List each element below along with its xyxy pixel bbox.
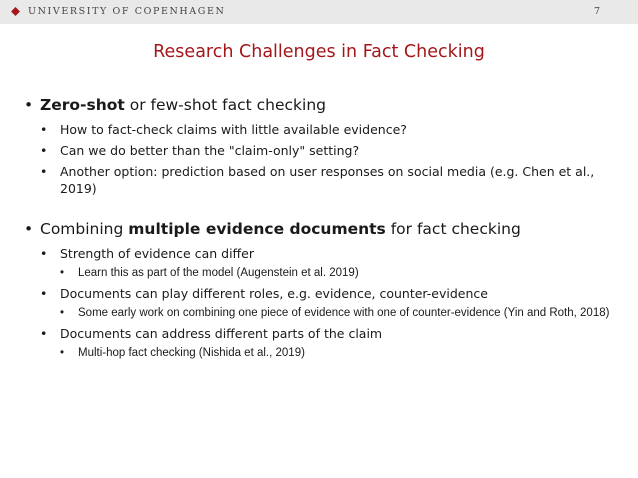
sub-sub-bullet-text: Learn this as part of the model (Augenstein et al. 2019) [78, 267, 359, 279]
bullet-marker: • [40, 143, 48, 158]
sub-bullet [40, 163, 614, 197]
sub-bullet [40, 245, 614, 262]
sub-bullet [40, 121, 614, 138]
bullet-marker: • [24, 96, 34, 114]
slide-title: Research Challenges in Fact Checking [153, 42, 485, 62]
bullet-marker: • [60, 267, 65, 279]
sub-bullet-text: Another option: prediction based on user responses on social media (e.g. Chen et al., 2019) [60, 164, 595, 196]
university-name: UNIVERSITY OF COPENHAGEN [28, 6, 226, 17]
bullet-marker: • [60, 307, 65, 319]
heading-text: for fact checking [385, 220, 521, 238]
sub-bullet [40, 142, 614, 159]
bullet-marker: • [40, 246, 48, 261]
heading-text: or few-shot fact checking [124, 96, 326, 114]
sub-bullet-text: Can we do better than the "claim-only" setting? [60, 143, 360, 158]
sub-sub-bullet-text: Some early work on combining one piece of evidence with one of counter-evidence (Yin and Roth, 2018) [78, 307, 610, 319]
sub-bullet-text: Documents can address different parts of the claim [60, 326, 383, 341]
bullet-marker: • [60, 347, 65, 359]
bullet-multiple-evidence [24, 219, 614, 239]
sub-sub-bullet-text: Multi-hop fact checking (Nishida et al., 2019) [78, 347, 305, 359]
sub-bullet [40, 325, 614, 342]
heading-bold: multiple evidence documents [128, 220, 386, 238]
sub-bullet-text: Documents can play different roles, e.g. evidence, counter-evidence [60, 286, 488, 301]
university-logo-icon [11, 7, 20, 16]
sub-bullet-text: How to fact-check claims with little available evidence? [60, 122, 407, 137]
bullet-marker: • [40, 164, 48, 179]
sub-sub-bullet [60, 346, 614, 361]
sub-sub-bullet [60, 266, 614, 281]
sub-bullet [40, 285, 614, 302]
bullet-marker: • [40, 286, 48, 301]
slide-content [24, 95, 614, 361]
bullet-marker: • [40, 326, 48, 341]
heading-bold: Zero-shot [40, 96, 125, 114]
header-bar [0, 0, 638, 24]
sub-sub-bullet [60, 306, 614, 321]
sub-bullet-text: Strength of evidence can differ [60, 246, 254, 261]
bullet-marker: • [24, 220, 34, 238]
heading-text: Combining [40, 220, 129, 238]
bullet-marker: • [40, 122, 48, 137]
page-number: 7 [593, 6, 600, 17]
bullet-zero-shot [24, 95, 614, 115]
